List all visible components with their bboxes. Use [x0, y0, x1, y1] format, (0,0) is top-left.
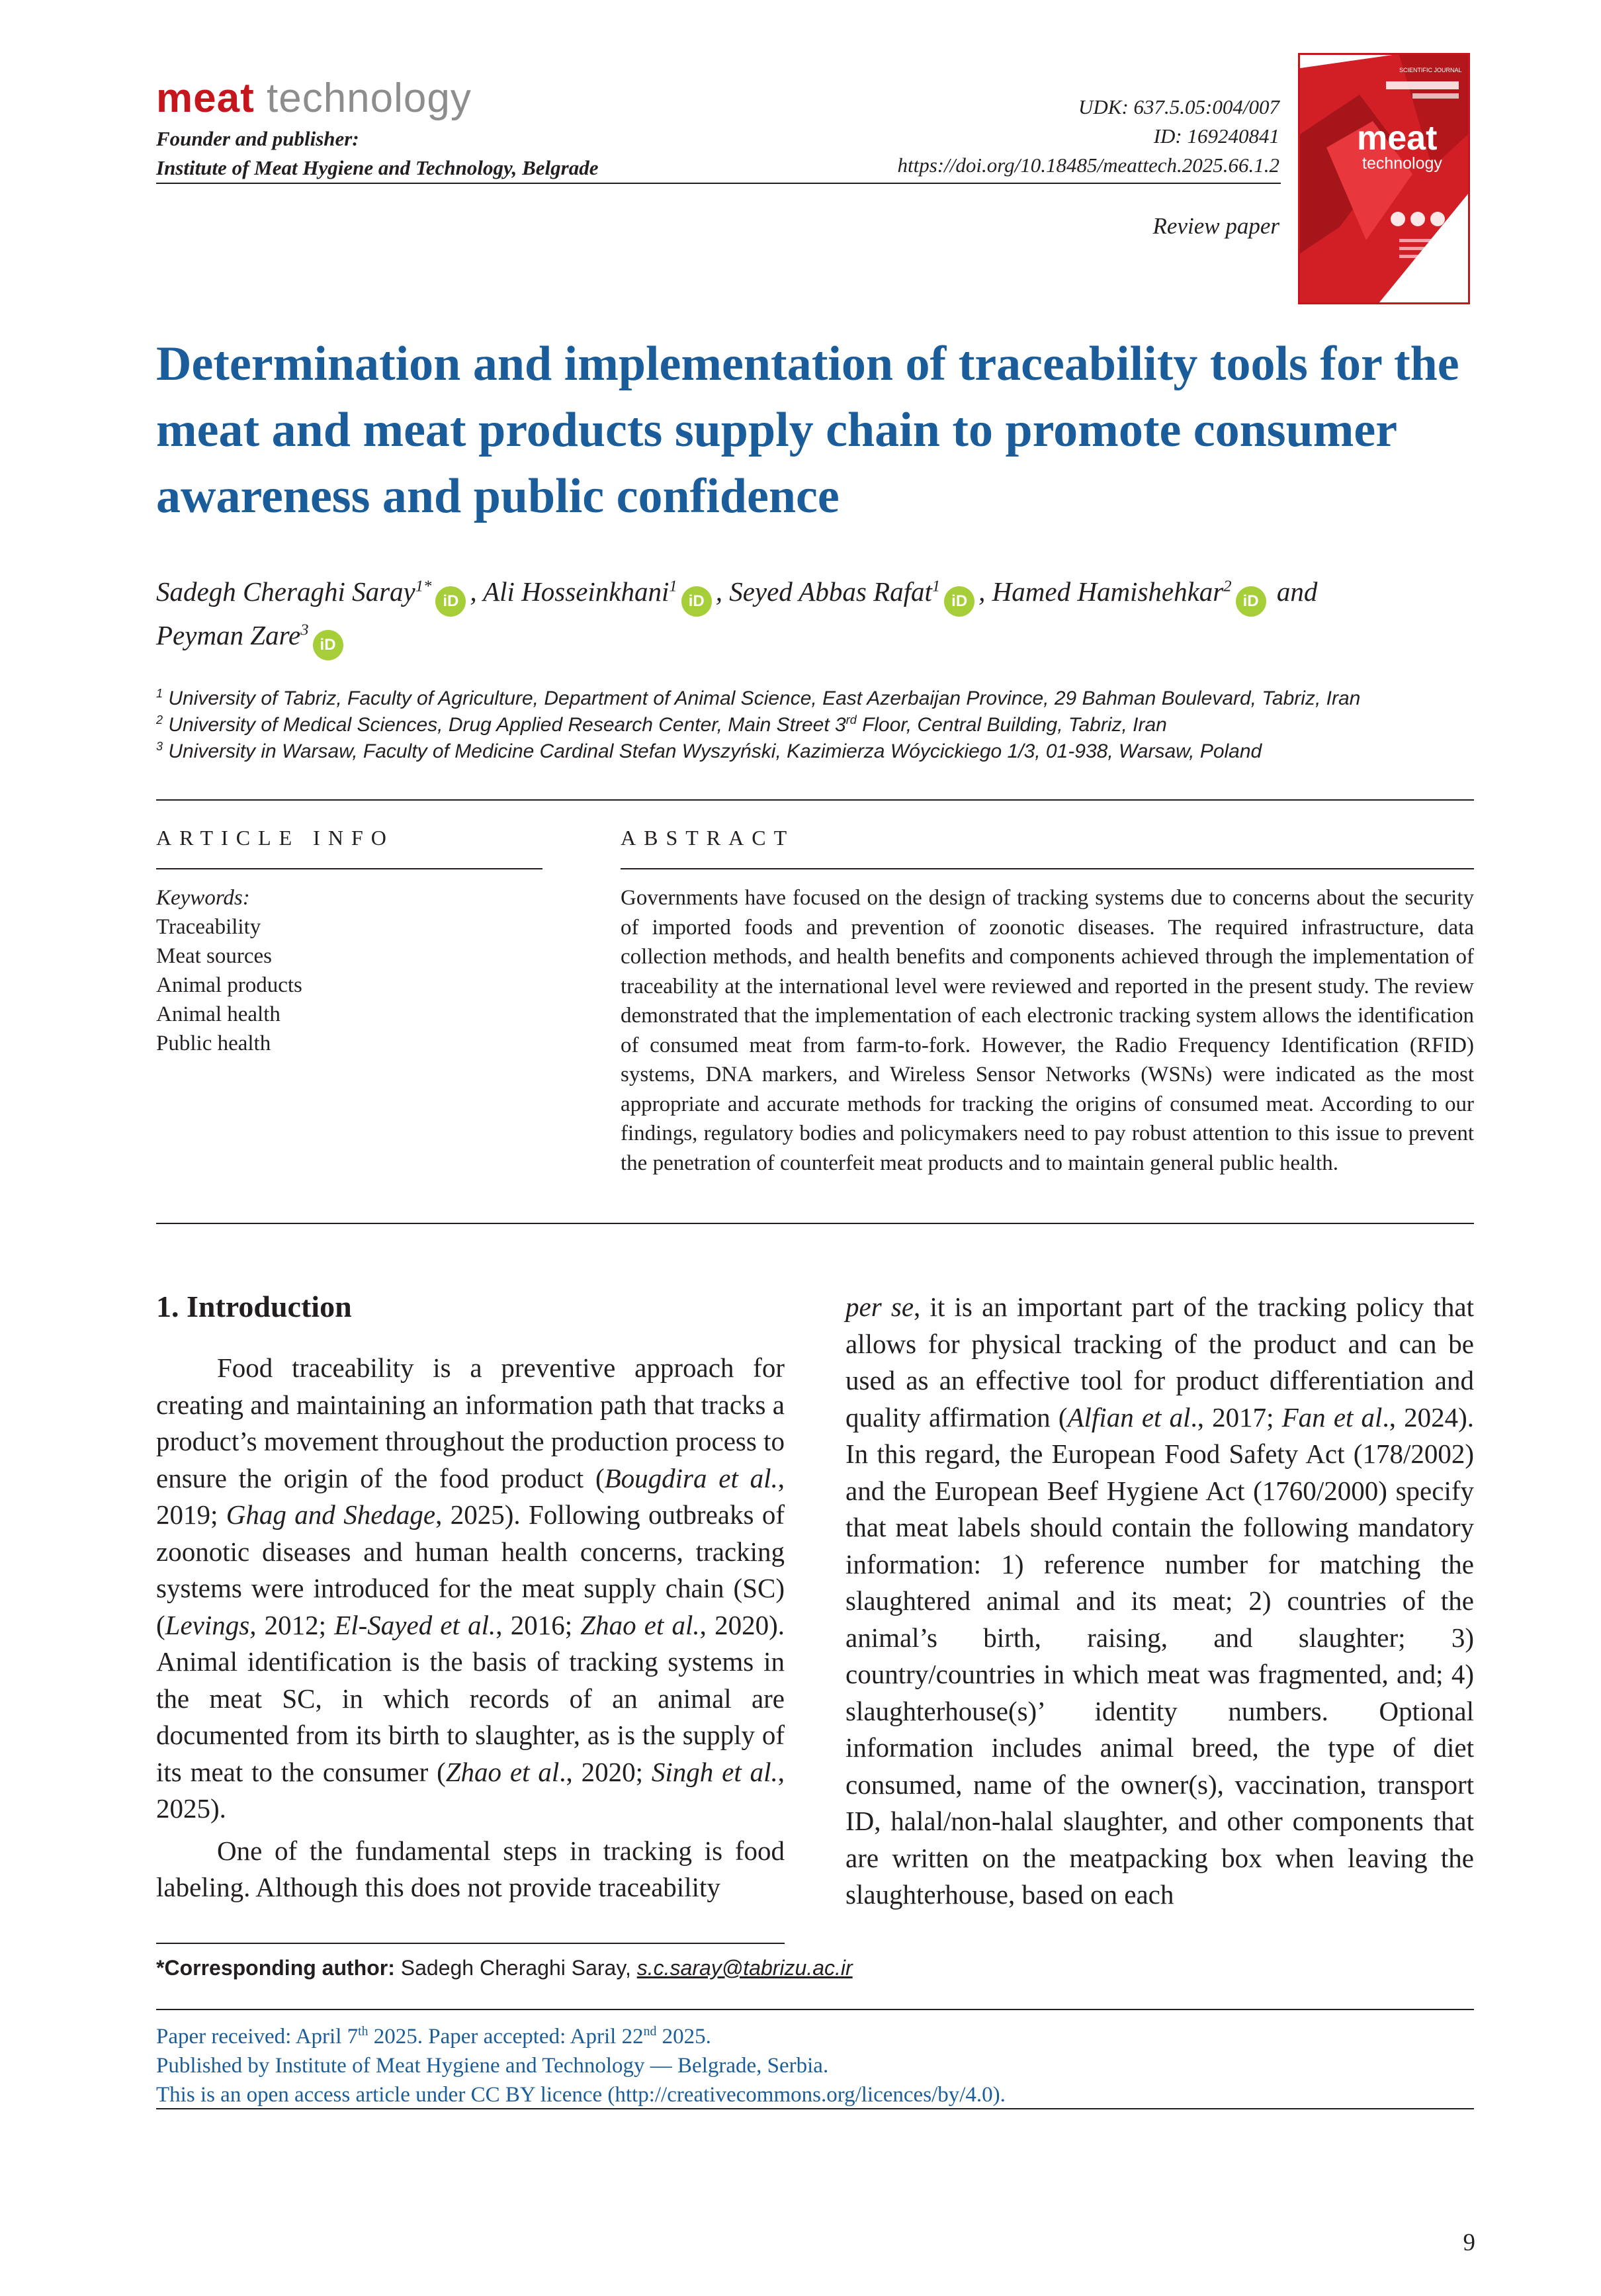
body-text-run: One of the fundamental steps in tracking is food labeling. Although this does not provide traceability	[156, 1835, 785, 1902]
article-identifiers	[898, 93, 1279, 180]
author-affil-mark: 1*	[415, 577, 432, 596]
front-matter-divider-bottom	[156, 1223, 1474, 1224]
orcid-icon[interactable]: iD	[313, 630, 343, 660]
abstract-text: Governments have focused on the design of tracking systems due to concerns about the security of imported foods and prevention of zoonotic diseases. The required infrastructure, data collection methods, and health benefits and components achieved through the implementation of traceability at the international level were reviewed and reported in the present study. The review demonstrated that the implementation of each electronic tracking system allows the identification of consumed meat from farm-to-fork. However, the Radio Frequency Identification (RFID) systems, DNA markers, and Wireless Sensor Networks (WSNs) were indicated as the most appropriate and accurate methods for tracking the origins of consumed meat. According to our findings, regulatory bodies and policymakers need to pay robust attention to this issue to prevent the penetration of counterfeit meat products and to maintain general public health.	[621, 886, 1474, 1175]
corresponding-author	[156, 1956, 853, 1980]
affiliation-3	[156, 738, 1479, 765]
keyword: Animal products	[156, 973, 302, 997]
intro-paragraph-1	[156, 1350, 785, 1828]
affiliations	[156, 685, 1479, 765]
citation-italic: Alfian et al	[1067, 1401, 1191, 1433]
article-title: Determination and implementation of traceability tools for the meat and meat products supply chain to promote consumer awareness and public confidence	[156, 337, 1459, 523]
affiliation-mark: 3	[156, 740, 163, 753]
abstract-divider	[621, 868, 1474, 869]
abstract-heading: ABSTRACT	[621, 826, 795, 850]
body-text-run: , 2025). Following outbreaks of zoonotic diseases and human health concerns, tracking systems were introduced for the meat supply chain (SC) (	[156, 1499, 785, 1640]
citation-italic: Singh et al.	[651, 1756, 778, 1787]
cover-title-technology: technology	[1362, 154, 1442, 173]
keywords-label: Keywords:	[156, 886, 250, 910]
author-name: Peyman Zare	[156, 620, 301, 650]
body-text-run: ., 2017;	[1190, 1401, 1282, 1433]
ordinal-suffix: nd	[643, 2024, 657, 2039]
keyword: Meat sources	[156, 944, 273, 968]
accepted-text: 2025. Paper accepted: April 22	[368, 2025, 644, 2049]
author-name: Sadegh Cheraghi Saray	[156, 576, 415, 607]
author-list	[156, 573, 1473, 660]
affiliation-text: University of Medical Sciences, Drug Applied Research Center, Main Street 3	[168, 714, 846, 736]
body-text-run: , it is an important part of the tracking policy that allows for physical tracking of the product and can be used as an effective tool for product differentiation and quality affirmation (	[845, 1292, 1474, 1433]
journal-logo	[156, 75, 472, 121]
body-text-run: , 2019;	[156, 1462, 785, 1530]
journal-cover-thumbnail	[1298, 53, 1470, 304]
orcid-icon[interactable]: iD	[1236, 586, 1266, 617]
author-affil-mark: 2	[1223, 577, 1232, 596]
article-id: ID: 169240841	[1153, 124, 1279, 148]
corresponding-label: *Corresponding author:	[156, 1956, 395, 1980]
ordinal-suffix: th	[358, 2024, 368, 2039]
body-text-run: ., 2020;	[559, 1756, 652, 1787]
accepted-year: 2025.	[656, 2025, 711, 2049]
body-text-run: , 2016;	[496, 1609, 581, 1640]
logo-word-meat: meat	[156, 75, 255, 121]
received-accepted-line	[156, 2022, 1006, 2051]
author-affil-mark: 1	[669, 577, 677, 596]
citation-italic: Zhao et al.	[580, 1609, 700, 1640]
corresponding-email-link[interactable]: s.c.saray@tabrizu.ac.ir	[636, 1956, 853, 1980]
body-text-run: ., 2024). In this regard, the European Food Safety Act (178/2002) and the European Beef Hygiene Act (1760/2000) specify that meat labels should contain the following mandatory information: 1) reference number for matching the slaughtered animal and its meat; 2) countries of the animal’s birth, raising, and slaughter; 3) country/countries in which meat was fragmented, and; 4) slaughterhouse(s)’ identity numbers. Optional information includes animal breed, the type of diet consumed, name of the owner(s), vaccination, transport ID, halal/non-halal slaughter, and other components that are written on the meatpacking box when leaving the slaughterhouse, based on each	[845, 1401, 1474, 1910]
keywords-block	[156, 883, 302, 1058]
citation-italic: El-Sayed et al.	[334, 1609, 496, 1640]
keyword: Animal health	[156, 1002, 281, 1026]
orcid-icon[interactable]: iD	[435, 586, 466, 617]
citation-italic: Levings,	[165, 1609, 257, 1640]
author-affil-mark: 3	[300, 621, 309, 639]
affiliation-1	[156, 685, 1479, 712]
author-name: Hamed Hamishehkar	[992, 576, 1224, 607]
body-text-run: 2012;	[256, 1609, 335, 1640]
author-separator: and	[1270, 576, 1318, 607]
received-text: Paper received: April 7	[156, 2025, 359, 2049]
body-column-left	[156, 1350, 785, 1906]
author-name: Ali Hosseinkhani	[483, 576, 670, 607]
intro-paragraph-3	[845, 1289, 1474, 1914]
udk-code: UDK: 637.5.05:004/007	[1078, 95, 1279, 118]
section-heading-introduction: 1. Introduction	[156, 1290, 352, 1323]
published-by: Published by Institute of Meat Hygiene and Technology — Belgrade, Serbia.	[156, 2054, 829, 2078]
affiliation-text-cont: Floor, Central Building, Tabriz, Iran	[856, 714, 1167, 736]
logo-word-technology: technology	[266, 75, 472, 121]
citation-italic: Fan et al	[1281, 1401, 1383, 1433]
author-affil-mark: 1	[931, 577, 941, 596]
body-column-right	[845, 1289, 1474, 1914]
founder-institute: Institute of Meat Hygiene and Technology, Belgrade	[156, 156, 599, 179]
body-text-run: Food traceability is a preventive approach for creating and maintaining an information path that tracks a product’s movement throughout the production process to ensure the origin of the food product (	[156, 1352, 785, 1493]
founder-label: Founder and publisher:	[156, 127, 359, 150]
keyword: Public health	[156, 1032, 271, 1055]
affiliation-text: University in Warsaw, Faculty of Medicine Cardinal Stefan Wyszyński, Kazimierza Wóycickiego 1/3, 01-938, Warsaw, Poland	[168, 740, 1262, 762]
affiliation-mark: 1	[156, 687, 163, 700]
citation-italic: Bougdira et al.	[604, 1462, 778, 1493]
author-separator: ,	[978, 576, 992, 607]
author-separator: ,	[470, 576, 484, 607]
founder-block	[156, 124, 599, 183]
publication-info	[156, 2022, 1006, 2109]
author-name: Seyed Abbas Rafat	[729, 576, 932, 607]
author-separator: ,	[715, 576, 730, 607]
footer-divider-bottom	[156, 2108, 1474, 2109]
doi-link[interactable]: https://doi.org/10.18485/meattech.2025.66.1.2	[897, 154, 1279, 177]
citation-italic: Zhao et al	[445, 1756, 560, 1787]
paper-type: Review paper	[1152, 213, 1279, 239]
affiliation-text: University of Tabriz, Faculty of Agriculture, Department of Animal Science, East Azerbaijan Province, 29 Bahman Boulevard, Tabriz, Iran	[168, 687, 1361, 709]
article-info-divider	[156, 868, 542, 869]
keyword: Traceability	[156, 915, 261, 939]
corresponding-name: Sadegh Cheraghi Saray,	[400, 1956, 631, 1980]
page-number: 9	[1463, 2229, 1475, 2256]
body-text-run: , 2020). Animal identification is the basis of tracking systems in the meat SC, in which records of an animal are documented from its birth to slaughter, as is the supply of its meat to the consumer (	[156, 1609, 785, 1787]
ordinal-suffix: rd	[845, 713, 857, 727]
cover-small-label: SCIENTIFIC JOURNAL	[1399, 67, 1462, 73]
citation-italic: Ghag and Shedage	[226, 1499, 436, 1530]
affiliation-2	[156, 712, 1479, 738]
article-info-heading: ARTICLE INFO	[156, 826, 394, 850]
orcid-icon[interactable]: iD	[944, 586, 974, 617]
citation-italic: per se	[845, 1292, 914, 1322]
header-divider	[156, 183, 1281, 184]
body-text-run: , 2025).	[156, 1756, 785, 1824]
orcid-icon[interactable]: iD	[681, 586, 712, 617]
front-matter-divider-top	[156, 799, 1474, 801]
footer-divider-top	[156, 2009, 1474, 2010]
licence-link[interactable]: This is an open access article under CC BY licence (http://creativecommons.org/licences/by/4.0).	[156, 2083, 1006, 2107]
intro-paragraph-2	[156, 1833, 785, 1906]
footnote-divider	[156, 1943, 785, 1944]
cover-title-meat: meat	[1357, 119, 1438, 157]
affiliation-mark: 2	[156, 713, 163, 727]
